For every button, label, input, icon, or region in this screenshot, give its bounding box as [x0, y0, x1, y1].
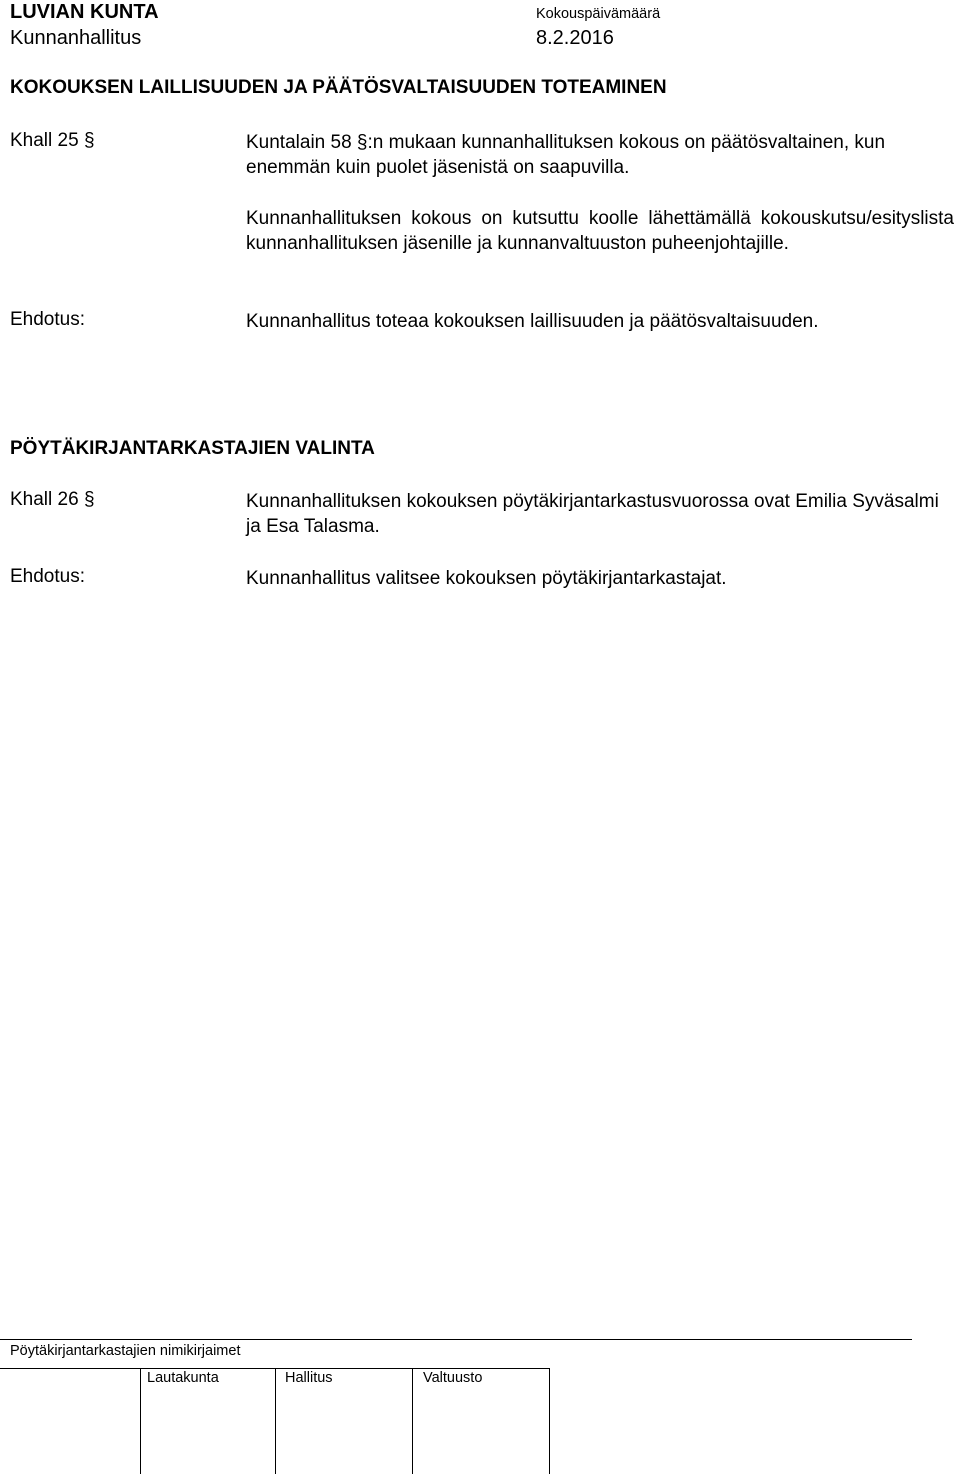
proposal-text: Kunnanhallitus toteaa kokouksen laillisuuden ja päätösvaltaisuuden.	[246, 311, 819, 332]
paragraph: Kunnanhallituksen kokouksen pöytäkirjantarkastusvuorossa ovat Emilia Syväsalmi ja Esa Talasma.	[246, 491, 939, 537]
initials-label: Pöytäkirjantarkastajien nimikirjaimet	[10, 1343, 241, 1359]
organization-name: LUVIAN KUNTA	[10, 1, 159, 23]
governing-body: Kunnanhallitus	[10, 27, 142, 49]
footer-column-divider	[412, 1368, 413, 1474]
paragraph: Kunnanhallituksen kokous on kutsuttu koolle lähettämällä kokouskutsu/esityslista kunnanhallituksen jäsenille ja kunnanvaltuuston puheenjohtajille.	[246, 208, 954, 254]
footer-divider	[0, 1339, 912, 1340]
section-heading: KOKOUKSEN LAILLISUUDEN JA PÄÄTÖSVALTAISUUDEN TOTEAMINEN	[10, 77, 667, 98]
proposal-label: Ehdotus:	[10, 309, 85, 330]
proposal-label: Ehdotus:	[10, 566, 85, 587]
proposal-text: Kunnanhallitus valitsee kokouksen pöytäkirjantarkastajat.	[246, 568, 727, 589]
initials-column-hallitus: Hallitus	[285, 1370, 333, 1386]
footer-column-divider	[549, 1368, 550, 1474]
initials-column-valtuusto: Valtuusto	[423, 1370, 483, 1386]
meeting-date: 8.2.2016	[536, 27, 614, 49]
section-heading: PÖYTÄKIRJANTARKASTAJIEN VALINTA	[10, 438, 375, 459]
case-label: Khall 26 §	[10, 489, 95, 510]
footer-column-divider	[140, 1368, 141, 1474]
meeting-date-label: Kokouspäivämäärä	[536, 6, 661, 22]
initials-column-lautakunta: Lautakunta	[147, 1370, 219, 1386]
case-label: Khall 25 §	[10, 130, 95, 151]
paragraph: Kuntalain 58 §:n mukaan kunnanhallituksen kokous on päätösvaltainen, kun enemmän kuin puolet jäsenistä on saapuvilla.	[246, 132, 886, 178]
footer-column-divider	[275, 1368, 276, 1474]
